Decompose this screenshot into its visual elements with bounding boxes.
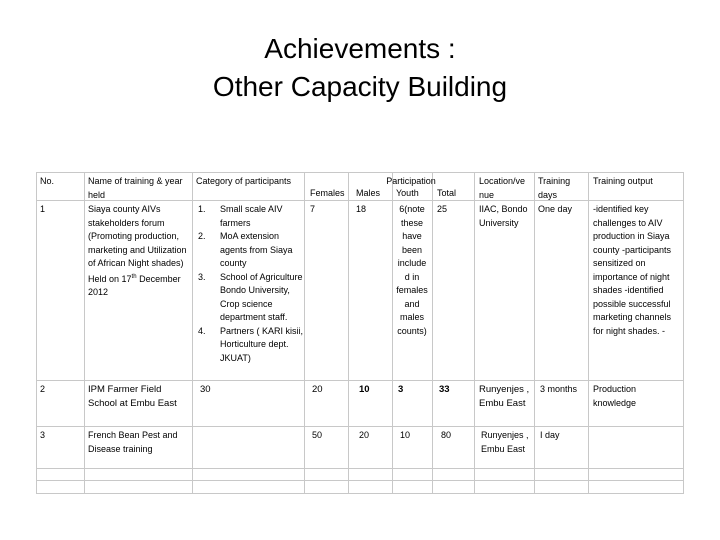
row2-category: 30	[200, 384, 211, 395]
category-list	[196, 203, 304, 365]
row1-held-date: Held on 17th December 2012	[88, 273, 181, 297]
slide-title	[0, 30, 720, 106]
category-item-text: MoA extension agents from Siaya county	[220, 231, 293, 268]
category-item-number: 4.	[198, 325, 206, 336]
row3-females: 50	[312, 430, 323, 440]
row1-total: 25	[437, 204, 448, 214]
header-output: Training output	[593, 176, 653, 186]
row2-no: 2	[40, 384, 46, 394]
row1-females: 7	[310, 204, 316, 214]
row1-days: One day	[538, 204, 573, 214]
row3-days: I day	[540, 430, 560, 440]
row1-name	[88, 203, 190, 300]
row2-youth: 3	[398, 384, 404, 395]
header-no: No.	[40, 176, 55, 186]
header-name: Name of training & year held	[88, 176, 183, 200]
category-item	[196, 203, 304, 230]
category-item-number: 1.	[198, 204, 206, 214]
row3-total: 80	[441, 430, 452, 440]
header-males: Males	[356, 188, 381, 198]
header-participation: Participation	[386, 176, 436, 186]
row2-males: 10	[359, 384, 370, 395]
header-category: Category of participants	[196, 176, 292, 186]
row1-category	[196, 203, 304, 365]
row3-youth: 10	[400, 430, 411, 440]
row3-no: 3	[40, 430, 46, 440]
header-females: Females	[310, 188, 345, 198]
category-item	[196, 230, 304, 271]
category-item-text: Small scale AIV farmers	[220, 204, 283, 228]
category-item	[196, 325, 304, 366]
title-line-2: Other Capacity Building	[212, 71, 508, 102]
row2-location: Runyenjes , Embu East	[479, 384, 530, 409]
row2-total: 33	[439, 384, 450, 395]
row2-name: IPM Farmer Field School at Embu East	[88, 384, 177, 409]
row3-location: Runyenjes , Embu East	[481, 430, 529, 454]
row1-name-text: Siaya county AIVs stakeholders forum (Promoting production, marketing and Utilization of African Night shades)	[88, 204, 187, 268]
row2-days: 3 months	[540, 384, 578, 394]
category-item-text: School of Agriculture Bondo University, Crop science department staff.	[220, 271, 303, 322]
category-item	[196, 271, 304, 325]
header-location: Location/ve nue	[479, 176, 526, 200]
header-youth: Youth	[396, 188, 419, 198]
row2-output: Production knowledge	[593, 384, 637, 408]
row3-name: French Bean Pest and Disease training	[88, 430, 178, 454]
category-item-text: Partners ( KARI kisii, Horticulture dept. JKUAT)	[220, 325, 304, 363]
category-item-number: 3.	[198, 271, 206, 282]
header-total: Total	[437, 188, 457, 198]
row3-males: 20	[359, 430, 370, 440]
header-days: Training days	[538, 176, 571, 200]
row2-females: 20	[312, 384, 323, 395]
row1-location: IIAC, Bondo University	[479, 204, 528, 228]
title-line-1: Achievements :	[264, 33, 456, 64]
category-item-number: 2.	[198, 231, 206, 241]
row1-output: -identified key challenges to AIV production in Siaya county -participants sensitized on importance of night shades -identified possible successful marketing channels for night shades. -	[593, 204, 672, 336]
row1-youth: 6(note these have been include d in females and males counts)	[396, 204, 428, 336]
row1-males: 18	[356, 204, 367, 214]
row1-no: 1	[40, 204, 46, 214]
